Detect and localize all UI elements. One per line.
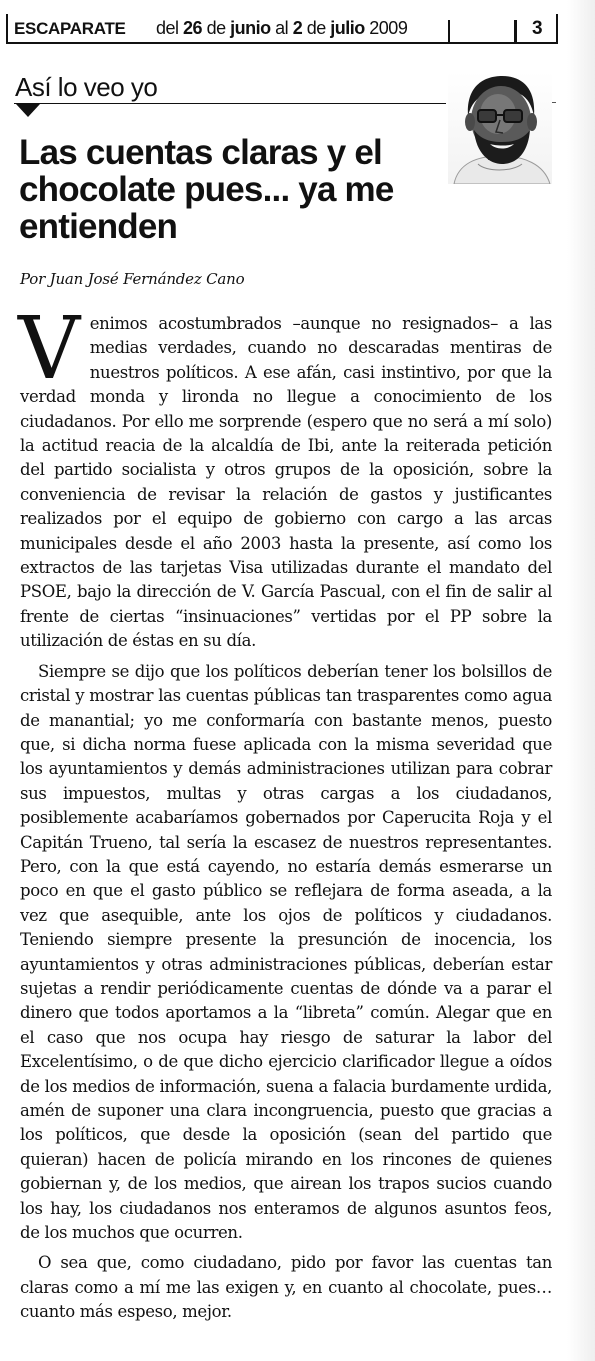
page-header-strip — [6, 14, 558, 44]
section-name: ESCAPARATE — [14, 19, 126, 38]
date-word-de-2: de — [306, 18, 326, 38]
article-paragraph — [18, 299, 552, 654]
article-paragraph: Siempre se dijo que los políticos deberían tener los bolsillos de cristal y mostrar las cuentas públicas tan trasparentes como agua de manantial; yo me conformaría con bastante menos, puesto que, si dicha norma fuese aplicada con la misma severidad que los ayuntamientos y demás administraciones utilizan para cobrar sus impuestos, multas y otras cargas a los ciudadanos, posiblemente acabaríamos gobernados por Caperucita Roja y el Capitán Trueno, tal sería la escasez de nuestros representantes. Pero, con la que está cayendo, no estaría demás esmerarse un poco en que el gasto público se reflejara de forma aseada, a la vez que asequible, ante los ojos de políticos y ciudadanos. Teniendo siempre presente la presunción de inocencia, los ayuntamientos y otras administraciones públicas, deberían estar sujetas a rendir periódicamente cuentas de dónde va a parar el dinero que todos aportamos a la “libreta” común. Alegar que en el caso que nos ocupa hay riesgo de saturar la labor del Excelentísimo, o de que dicho ejercicio clarificador llegue a oídos de los medios de información, suena a falacia burdamente urdida, amén de suponer una clara incongruencia, puesto que gracias a los políticos, que desde la oposición (sean del partido que quieran) hacen de policía mirando en los rincones de quienes gobiernan y, de los medios, que airean los trapos sucios cuando los hay, los ciudadanos nos enteramos de algunos asuntos feos, de los muchos que ocurren. — [20, 661, 552, 1243]
kicker-arrow-icon — [16, 104, 40, 117]
kicker-rule — [14, 103, 446, 104]
date-day-end: 2 — [292, 18, 303, 38]
date-word-de-1: de — [206, 18, 226, 38]
page-number: 3 — [532, 18, 543, 39]
date-year: 2009 — [369, 18, 408, 38]
article-headline: Las cuentas claras y el chocolate pues... ya me entienden — [19, 133, 394, 246]
article-byline: Por Juan José Fernández Cano — [20, 270, 245, 288]
article-paragraph: O sea que, como ciudadano, pido por favor las cuentas tan claras como a mí me las exigen y, en cuanto al chocolate, pues… cuanto más espeso, mejor. — [20, 1253, 552, 1322]
header-divider — [448, 20, 450, 44]
issue-date — [156, 18, 407, 39]
date-word-del: del — [156, 18, 179, 38]
article-body — [18, 299, 552, 1331]
paragraph-text: enimos acostumbrados –aunque no resignados– a las medias verdades, cuando no descaradas mentiras de nuestros políticos. A ese afán, casi instintivo, por que la verdad monda y lironda no llegue a conocimiento de los ciudadanos. Por ello me sorprende (espero que no será a mí solo) la actitud reacia de la alcaldía de Ibi, ante la reiterada petición del partido socialista y otros grupos de la oposición, sobre la conveniencia de revisar la relación de gastos y justificantes realizados por el equipo de gobierno con cargo a las arcas municipales desde el año 2003 hasta la presente, así como los extractos de las tarjetas Visa utilizadas durante el mandato del PSOE, bajo la dirección de V. García Pascual, con el fin de salir al frente de ciertas “insinuaciones” vertidas por el PP sobre la utilización de éstas en su día. — [20, 314, 552, 651]
date-month-start: junio — [230, 18, 271, 38]
date-day-start: 26 — [183, 18, 203, 38]
date-word-al: al — [275, 18, 289, 38]
date-month-end: julio — [330, 18, 365, 38]
drop-cap: V — [18, 299, 80, 399]
header-divider-bold — [514, 20, 517, 44]
column-kicker: Así lo veo yo — [15, 72, 158, 102]
author-portrait-icon — [448, 72, 552, 184]
page-edge-shadow — [567, 0, 595, 1361]
